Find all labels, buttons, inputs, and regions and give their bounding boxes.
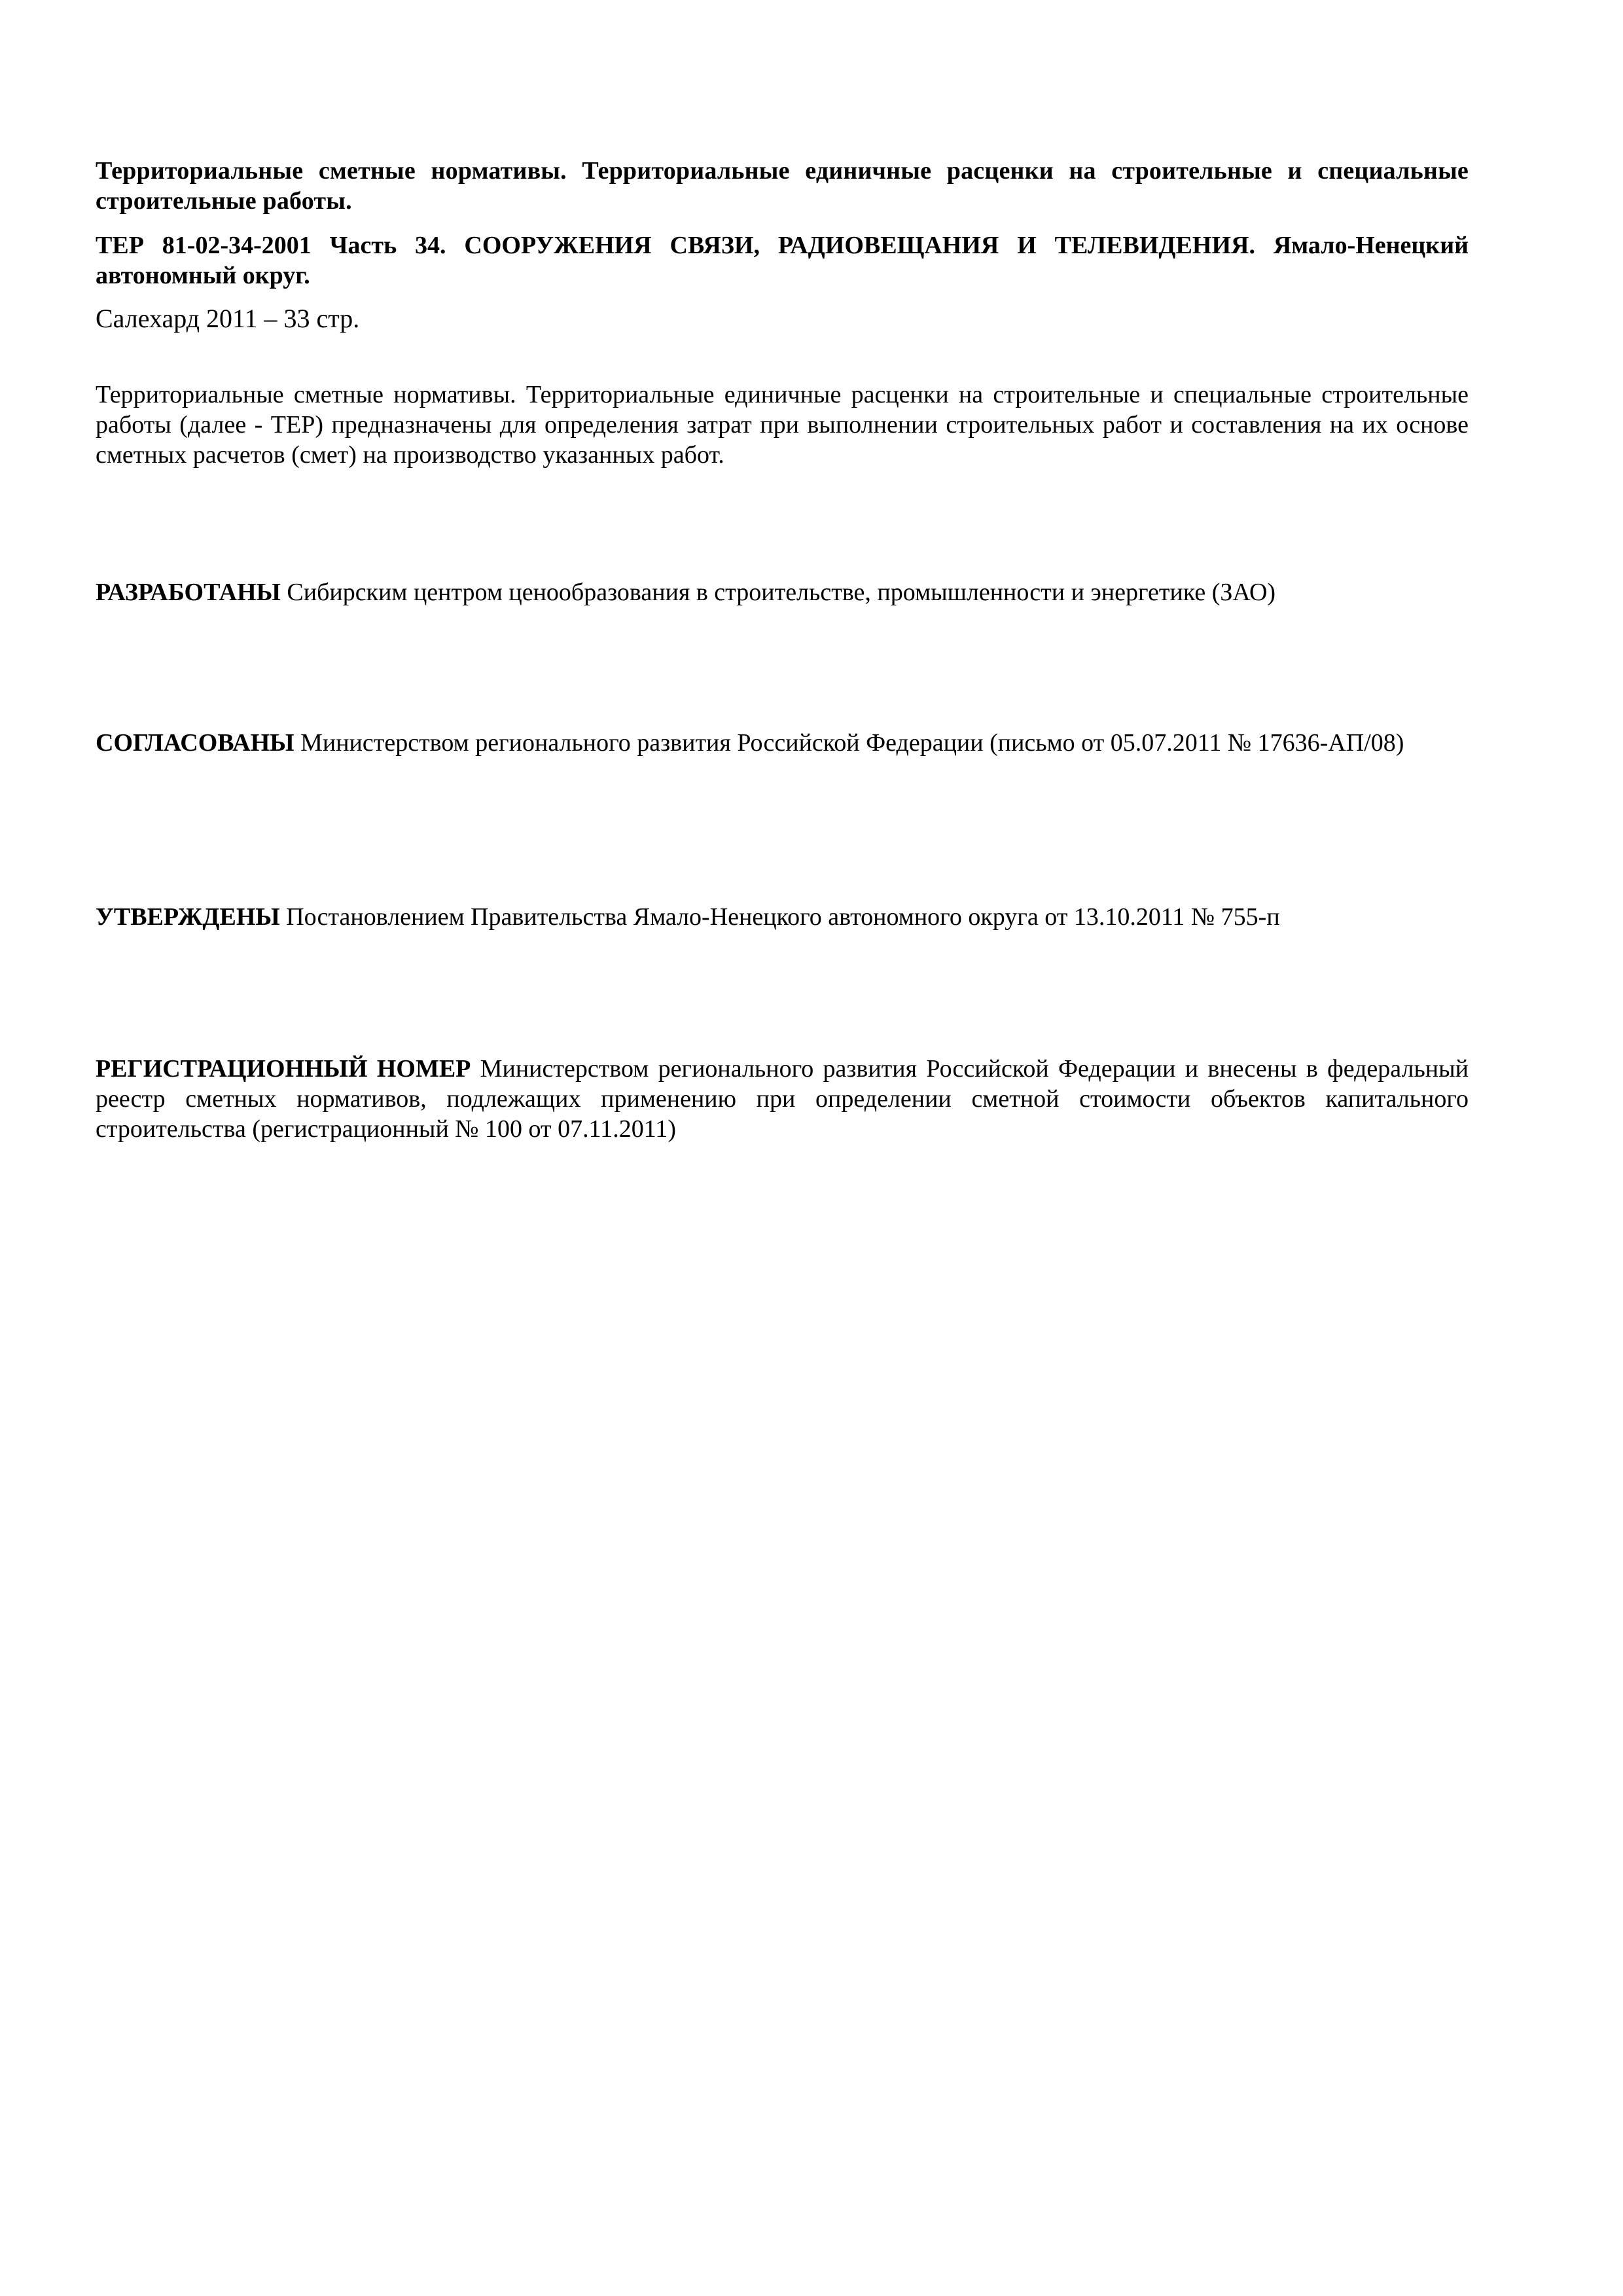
registration-text: Министерством регионального развития Российской Федерации и внесены в федеральный реестр сметных нормативов, подлежащих применению при определении сметной стоимости объектов капитального строительства (регистрационный № 100 от 07.11.2011)	[96, 1055, 1469, 1143]
approved-paragraph	[96, 902, 1469, 932]
registration-paragraph	[96, 1054, 1469, 1144]
approved-label: УТВЕРЖДЕНЫ	[96, 903, 280, 931]
developed-text: Сибирским центром ценообразования в строительстве, промышленности и энергетике (ЗАО)	[287, 579, 1276, 606]
registration-label: РЕГИСТРАЦИОННЫЙ НОМЕР	[96, 1055, 471, 1083]
agreed-paragraph	[96, 728, 1469, 758]
agreed-label: СОГЛАСОВАНЫ	[96, 729, 294, 757]
approved-text: Постановлением Правительства Ямало-Ненецкого автономного округа от 13.10.2011 № 755-п	[286, 903, 1280, 931]
city-year-pages: Салехард 2011 – 33 стр.	[96, 304, 360, 333]
annotation-paragraph: Территориальные сметные нормативы. Территориальные единичные расценки на строительные и специальные строительные работы (далее - ТЕР) предназначены для определения затрат при выполнении строительных работ и составления на их основе сметных расчетов (смет) на производство указанных работ.	[96, 381, 1469, 469]
developed-paragraph	[96, 577, 1469, 607]
agreed-text: Министерством регионального развития Российской Федерации (письмо от 05.07.2011 № 17636-АП/08)	[300, 729, 1404, 757]
document-title: Территориальные сметные нормативы. Территориальные единичные расценки на строительные и специальные строительные работы.	[96, 157, 1469, 215]
developed-label: РАЗРАБОТАНЫ	[96, 579, 281, 606]
document-part-title: ТЕР 81-02-34-2001 Часть 34. СООРУЖЕНИЯ СВЯЗИ, РАДИОВЕЩАНИЯ И ТЕЛЕВИДЕНИЯ. Ямало-Ненецкий автономный округ.	[96, 232, 1469, 289]
